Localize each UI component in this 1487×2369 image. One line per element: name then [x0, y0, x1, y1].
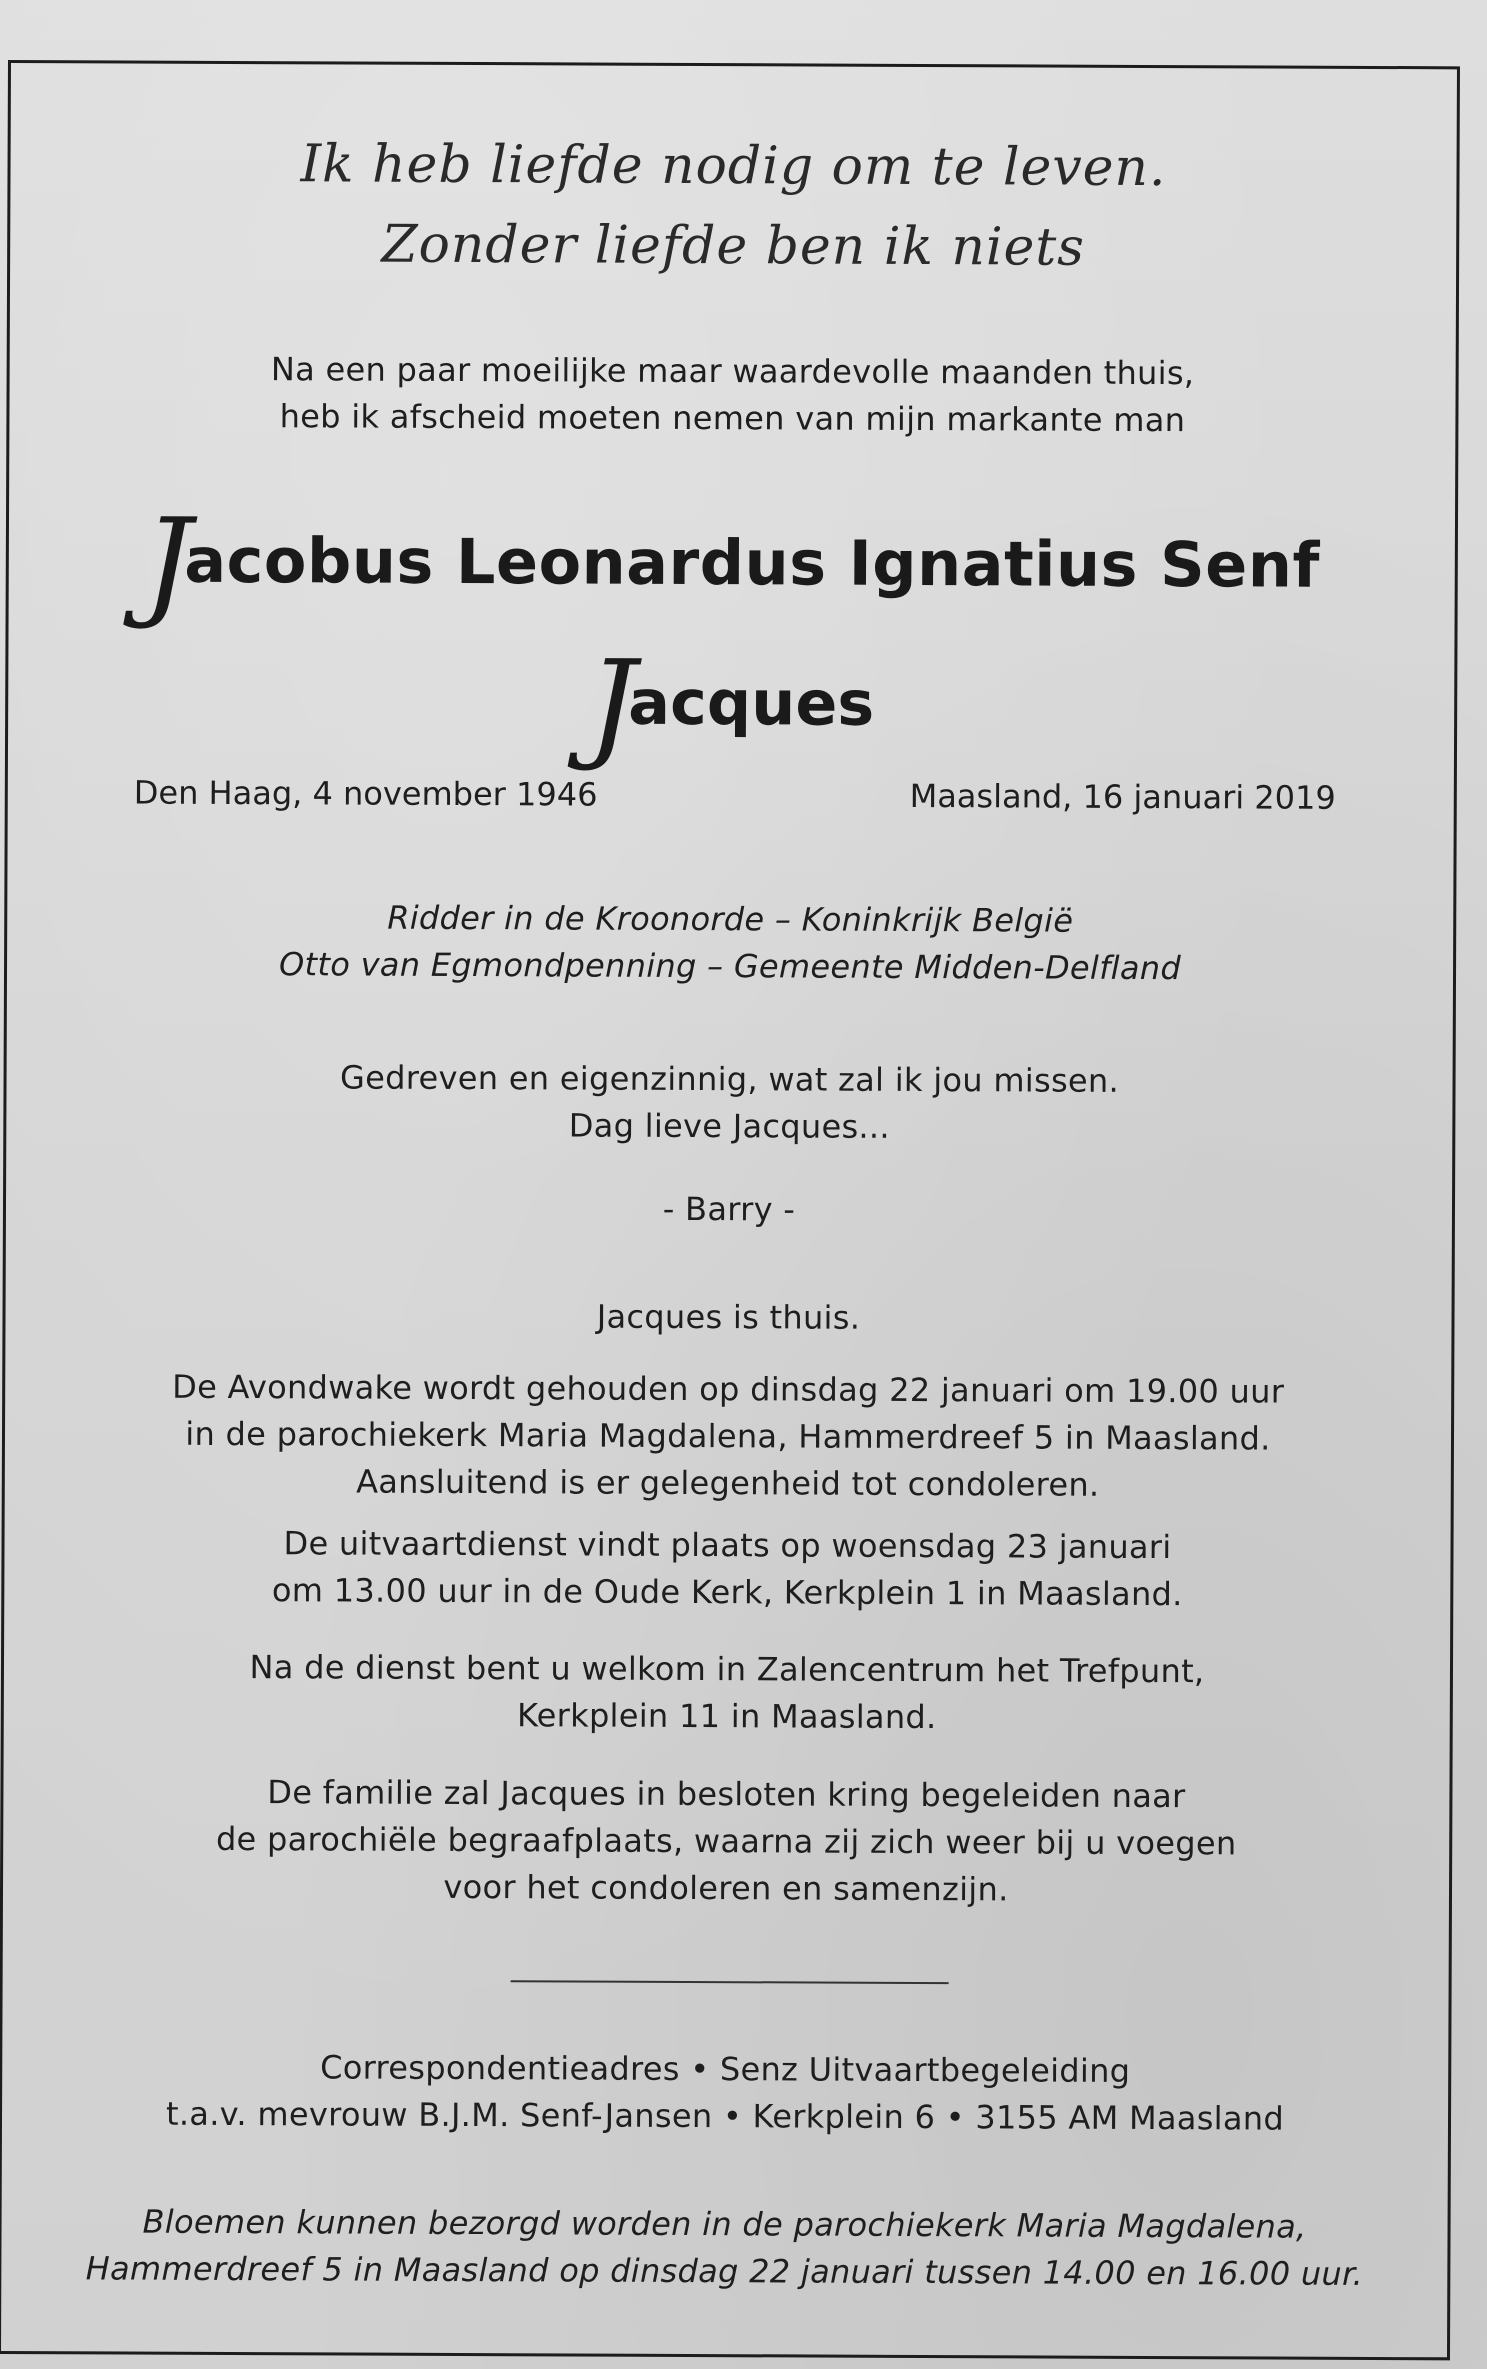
- flowers-line-2: Hammerdreef 5 in Maasland op dinsdag 22 januari tussen 14.00 en 16.00 uur.: [85, 2249, 1364, 2293]
- funeral-line-1: De uitvaartdienst vindt plaats op woensdag 23 januari: [283, 1524, 1172, 1567]
- wake-line-3: Aansluitend is er gelegenheid tot condoleren.: [356, 1462, 1100, 1504]
- wake-info: [5, 1363, 1452, 1510]
- reception-line-1: Na de dienst bent u welkom in Zalencentrum het Trefpunt,: [249, 1648, 1205, 1691]
- reception-info: [4, 1643, 1450, 1743]
- address-line-2: t.a.v. mevrouw B.J.M. Senf-Jansen • Kerkplein 6 • 3155 AM Maasland: [165, 2094, 1285, 2138]
- address-line-1: Correspondentieadres • Senz Uitvaartbegeleiding: [320, 2048, 1131, 2090]
- honour-line-2: Otto van Egmondpenning – Gemeente Midden-Delfland: [279, 945, 1182, 988]
- name-rest: acobus Leonardus Ignatius Senf: [184, 523, 1321, 602]
- nickname-initial: J: [587, 635, 637, 775]
- motto-line-1: Ik heb liefde nodig om te leven.: [300, 134, 1167, 199]
- name-initial: J: [143, 493, 193, 633]
- burial-line-3: voor het condoleren en samenzijn.: [443, 1867, 1009, 1909]
- burial-line-1: De familie zal Jacques in besloten kring begeleiden naar: [267, 1773, 1186, 1816]
- motto-line-2: Zonder liefde ben ik niets: [381, 214, 1086, 278]
- intro-line-1: Na een paar moeilijke maar waardevolle maanden thuis,: [270, 350, 1195, 393]
- burial-info: [3, 1768, 1450, 1915]
- wake-line-1: De Avondwake wordt gehouden op dinsdag 22 januari om 19.00 uur: [172, 1367, 1285, 1411]
- flowers-line-1: Bloemen kunnen bezorgd worden in de parochiekerk Maria Magdalena,: [142, 2202, 1307, 2246]
- nickname-rest: acques: [628, 665, 875, 740]
- funeral-info: [4, 1519, 1450, 1619]
- burial-line-2: de parochiële begraafplaats, waarna zij zich weer bij u voegen: [215, 1819, 1237, 1863]
- divider-line: [511, 1980, 949, 1984]
- funeral-line-2: om 13.00 uur in de Oude Kerk, Kerkplein 1 in Maasland.: [271, 1571, 1183, 1614]
- death-date: Maasland, 16 januari 2019: [909, 776, 1336, 817]
- deceased-full-name: [9, 493, 1456, 638]
- farewell-line-1: Gedreven en eigenzinnig, wat zal ik jou missen.: [339, 1058, 1120, 1100]
- announcement-frame: [0, 60, 1460, 2360]
- intro-line-2: heb ik afscheid moeten nemen van mijn markante man: [279, 397, 1186, 440]
- flowers-notice: [1, 2198, 1447, 2298]
- honour-line-1: Ridder in de Kroonorde – Koninkrijk België: [387, 898, 1074, 940]
- farewell-text: [6, 1053, 1452, 1153]
- farewell-line-2: Dag lieve Jacques...: [568, 1106, 890, 1146]
- correspondence-address: [2, 2043, 1448, 2143]
- intro-text: [9, 345, 1455, 445]
- deceased-nickname: [8, 633, 1455, 778]
- home-notice: Jacques is thuis.: [596, 1297, 861, 1337]
- announcement-content: [1, 63, 1457, 2357]
- signoff: - Barry -: [662, 1189, 796, 1229]
- wake-line-2: in de parochiekerk Maria Magdalena, Hammerdreef 5 in Maasland.: [185, 1414, 1271, 1458]
- reception-line-2: Kerkplein 11 in Maasland.: [516, 1696, 937, 1737]
- honours: [7, 893, 1453, 993]
- birth-date: Den Haag, 4 november 1946: [133, 773, 598, 814]
